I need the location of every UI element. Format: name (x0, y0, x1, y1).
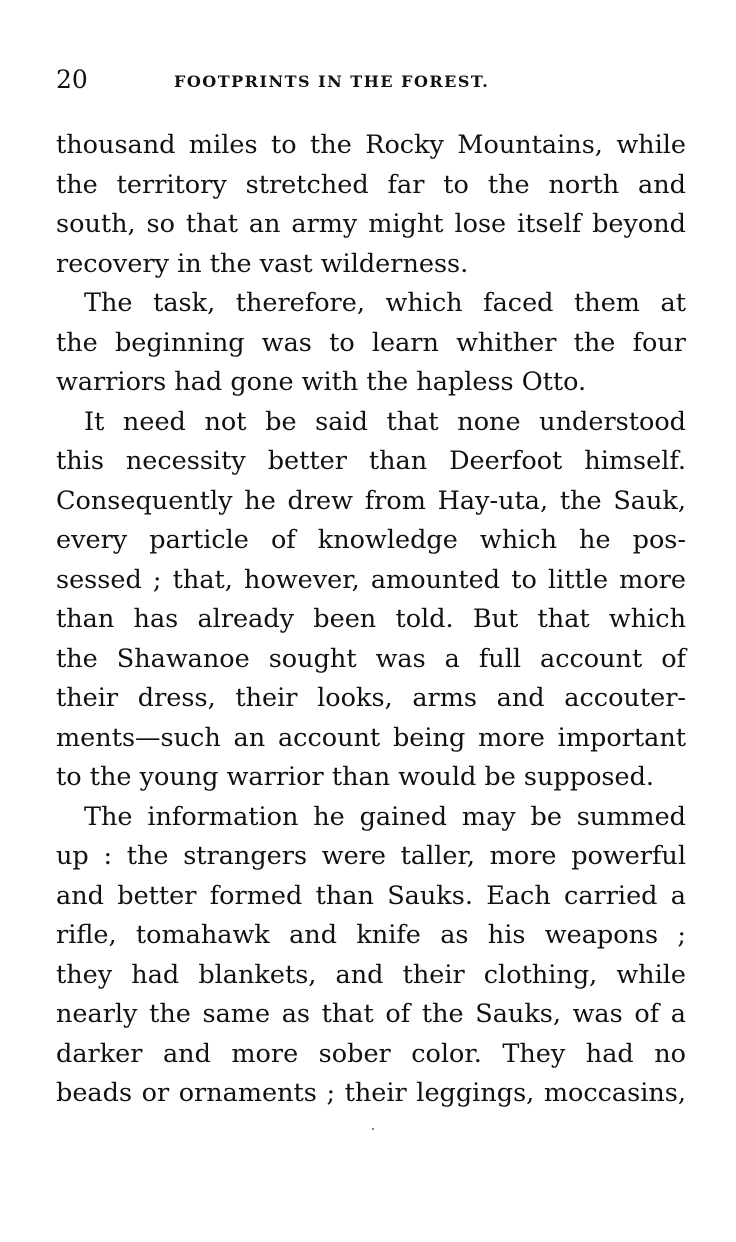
text-line: darker and more sober color. They had no (56, 1038, 686, 1069)
text-line: The task, therefore, which faced them at (84, 288, 686, 318)
text-line: ments—such an account being more important (56, 722, 686, 753)
text-line: nearly the same as that of the Sauks, was of a (56, 999, 686, 1029)
text-line: every particle of knowledge which he pos- (56, 525, 686, 555)
text-line: than has already been told. But that which (56, 604, 686, 634)
text-line: thousand miles to the Rocky Mountains, while (56, 130, 686, 160)
print-speck (372, 1128, 374, 1130)
text-line: they had blankets, and their clothing, while (56, 959, 686, 990)
text-line: recovery in the vast wilderness. (56, 248, 469, 279)
text-line: rifle, tomahawk and knife as his weapons ; (56, 920, 686, 950)
text-line: The information he gained may be summed (84, 801, 686, 832)
text-line: the beginning was to learn whither the four (56, 327, 686, 358)
text-line: the territory stretched far to the north and (56, 169, 686, 200)
text-line: warriors had gone with the hapless Otto. (56, 367, 587, 397)
text-line: their dress, their looks, arms and accouter- (56, 683, 686, 713)
text-line: this necessity better than Deerfoot himself. (56, 446, 686, 476)
page-number: 20 (56, 65, 88, 94)
text-line: sessed ; that, however, amounted to little more (56, 564, 686, 595)
text-line: south, so that an army might lose itself beyond (56, 209, 686, 239)
text-line: and better formed than Sauks. Each carried a (56, 880, 686, 911)
text-line: up : the strangers were taller, more powerful (56, 841, 686, 871)
text-line: to the young warrior than would be supposed. (56, 762, 655, 792)
text-line: Consequently he drew from Hay-uta, the Sauk, (56, 485, 686, 516)
running-head (56, 66, 686, 96)
text-line: beads or ornaments ; their leggings, moccasins, (56, 1078, 686, 1108)
body-text (56, 126, 686, 1114)
text-line: the Shawanoe sought was a full account of (56, 643, 686, 674)
text-line: It need not be said that none understood (84, 406, 686, 437)
running-title: FOOTPRINTS IN THE FOREST. (174, 72, 490, 91)
